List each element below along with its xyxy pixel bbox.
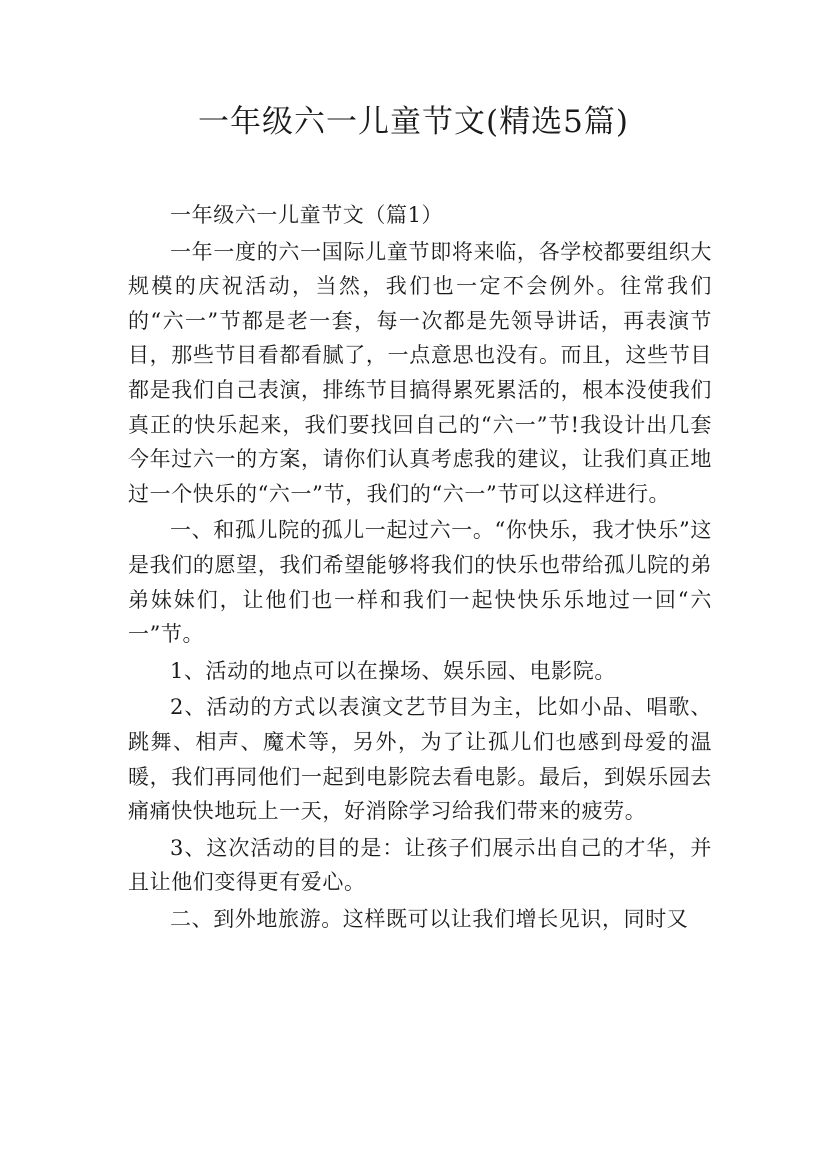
document-body — [128, 198, 712, 938]
paragraph-purpose: 3、这次活动的目的是：让孩子们展示出自己的才华，并且让他们变得更有爱心。 — [128, 835, 712, 895]
paragraph-plan-one: 一、和孤儿院的孤儿一起过六一。“你快乐，我才快乐”这是我们的愿望，我们希望能够将我们的快乐也带给孤儿院的弟弟妹妹们，让他们也一样和我们一起快快乐乐地过一回“六一”节。 — [128, 518, 712, 647]
document-title: 一年级六一儿童节文(精选5篇) — [198, 104, 629, 140]
paragraph-location: 1、活动的地点可以在操场、娱乐园、电影院。 — [170, 658, 616, 683]
paragraph-method: 2、活动的方式以表演文艺节目为主，比如小品、唱歌、跳舞、相声、魔术等，另外，为了让孤儿们也感到母爱的温暖，我们再同他们一起到电影院去看电影。最后，到娱乐园去痛痛快快地玩上一天，好消除学习给我们带来的疲劳。 — [128, 695, 712, 824]
paragraph-intro: 一年一度的六一国际儿童节即将来临，各学校都要组织大规模的庆祝活动，当然，我们也一定不会例外。往常我们的“六一”节都是老一套，每一次都是先领导讲话，再表演节目，那些节目看都看腻了，一点意思也没有。而且，这些节目都是我们自己表演，排练节目搞得累死累活的，根本没使我们真正的快乐起来，我们要找回自己的“六一”节!我设计出几套今年过六一的方案，请你们认真考虑我的建议，让我们真正地过一个快乐的“六一”节，我们的“六一”节可以这样进行。 — [128, 239, 712, 506]
paragraph-plan-two: 二、到外地旅游。这样既可以让我们增长见识，同时又 — [170, 906, 689, 931]
section-heading: 一年级六一儿童节文（篇1） — [170, 203, 444, 227]
